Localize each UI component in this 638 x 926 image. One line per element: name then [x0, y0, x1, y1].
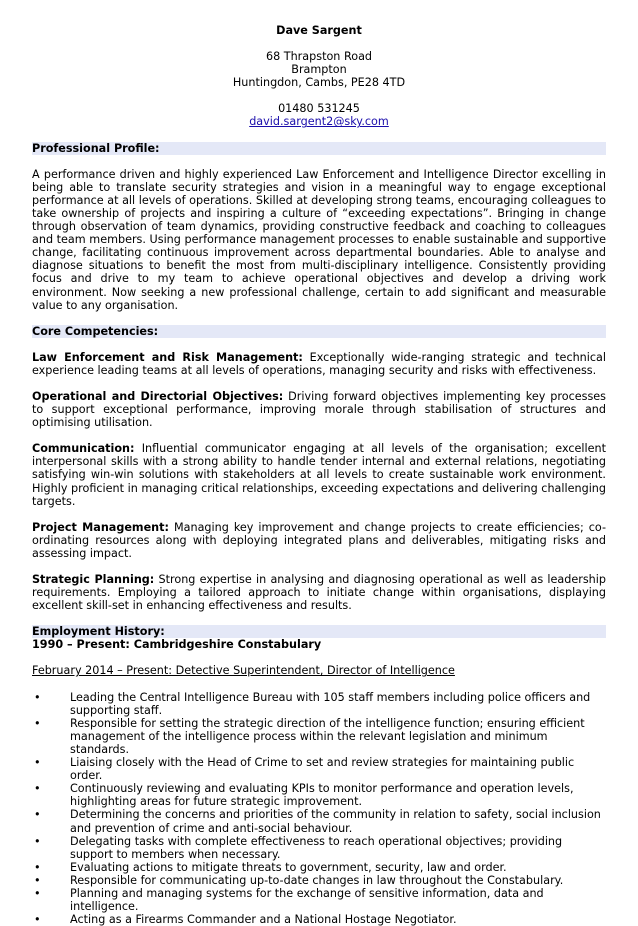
list-item: • Continuously reviewing and evaluating KPIs to monitor performance and operation levels, highlighting areas for future strategic improvement.	[32, 782, 606, 808]
competencies-heading: Core Competencies:	[32, 325, 606, 338]
email-link[interactable]: david.sargent2@sky.com	[249, 115, 389, 129]
list-item: • Planning and managing systems for the exchange of sensitive information, data and intelligence.	[32, 887, 606, 913]
list-item: • Liaising closely with the Head of Crime to set and review strategies for maintaining public order.	[32, 756, 606, 782]
duties-list	[32, 691, 606, 926]
contact-header	[32, 24, 606, 129]
competency-text: Managing key improvement and change projects to create efficiencies; co-ordinating resources along with deploying integrated plans and deliverables, mitigating risks and assessing impact.	[32, 520, 606, 560]
candidate-name: Dave Sargent	[276, 24, 362, 37]
profile-text: A performance driven and highly experienced Law Enforcement and Intelligence Director excelling in being able to translate security strategies and vision in a meaningful way to engage exceptional performance at all levels of operations. Skilled at developing strong teams, encouraging colleagues to take ownership of projects and inspiring a culture of “exceeding expectations”. Bringing in change through observation of team dynamics, providing constructive feedback and coaching to colleagues and team members. Using performance management processes to enable sustainable and supportive change, facilitating continuous improvement across departmental boundaries. Able to analyse and diagnose situations to benefit the most from multi-disciplinary intelligence. Consistently providing focus and drive to my team to achieve operational objectives and develop a driving work environment. Now seeking a new professional challenge, certain to add significant and measurable value to any organisation.	[32, 167, 606, 312]
employer-line: 1990 – Present: Cambridgeshire Constabulary	[32, 638, 322, 652]
competency-text: Exceptionally wide-ranging strategic and technical experience leading teams at all levels of operations, managing security and risks with effectiveness.	[32, 350, 606, 377]
address-line-3: Huntingdon, Cambs, PE28 4TD	[232, 76, 406, 90]
competency-title: Project Management:	[32, 520, 169, 534]
competency-text: Driving forward objectives implementing key processes to support exceptional performance, improving morale through stabilisation of structures and optimising utilisation.	[32, 389, 606, 430]
competency-title: Operational and Directorial Objectives:	[32, 389, 284, 403]
list-item: • Acting as a Firearms Commander and a National Hostage Negotiator.	[32, 913, 606, 926]
competency-title: Communication:	[32, 442, 135, 456]
list-item: • Delegating tasks with complete effectiveness to reach operational objectives; providing support to members when necessary.	[32, 835, 606, 861]
employment-heading: Employment History:	[32, 625, 606, 638]
list-item: • Responsible for communicating up-to-date changes in law throughout the Constabulary.	[32, 874, 606, 887]
competency-item	[32, 521, 606, 560]
profile-heading: Professional Profile:	[32, 142, 606, 155]
competency-item	[32, 351, 606, 377]
cv-document	[32, 24, 606, 926]
address-line-2: Brampton	[291, 63, 347, 77]
list-item: • Evaluating actions to mitigate threats to government, security, law and order.	[32, 861, 606, 874]
list-item: • Responsible for setting the strategic direction of the intelligence function; ensuring efficient management of the intelligence process within the relevant legislation and minimum standards.	[32, 717, 606, 756]
competency-item	[32, 390, 606, 429]
role-line: February 2014 – Present: Detective Superintendent, Director of Intelligence	[32, 664, 455, 678]
competency-item	[32, 573, 606, 612]
competency-text: Strong expertise in analysing and diagnosing operational as well as leadership requirements. Employing a tailored approach to initiate change within organisations, displaying excellent skill-set in enhancing effectiveness and results.	[32, 573, 606, 613]
competency-title: Strategic Planning:	[32, 573, 155, 586]
list-item: • Determining the concerns and priorities of the community in relation to safety, social inclusion and prevention of crime and anti-social behaviour.	[32, 808, 606, 834]
phone-number: 01480 531245	[278, 102, 360, 116]
list-item: • Leading the Central Intelligence Bureau with 105 staff members including police officers and supporting staff.	[32, 691, 606, 717]
competency-item	[32, 442, 606, 507]
competency-text: Influential communicator engaging at all levels of the organisation; excellent interpersonal skills with a strong ability to handle tender internal and external relations, negotiating satisfying win-win solutions with stakeholders at all levels to create sustainable work environment. Highly proficient in managing critical relationships, exceeding expectations and delivering challenging targets.	[32, 442, 606, 508]
address-line-1: 68 Thrapston Road	[265, 50, 373, 64]
competency-title: Law Enforcement and Risk Management:	[32, 350, 303, 364]
